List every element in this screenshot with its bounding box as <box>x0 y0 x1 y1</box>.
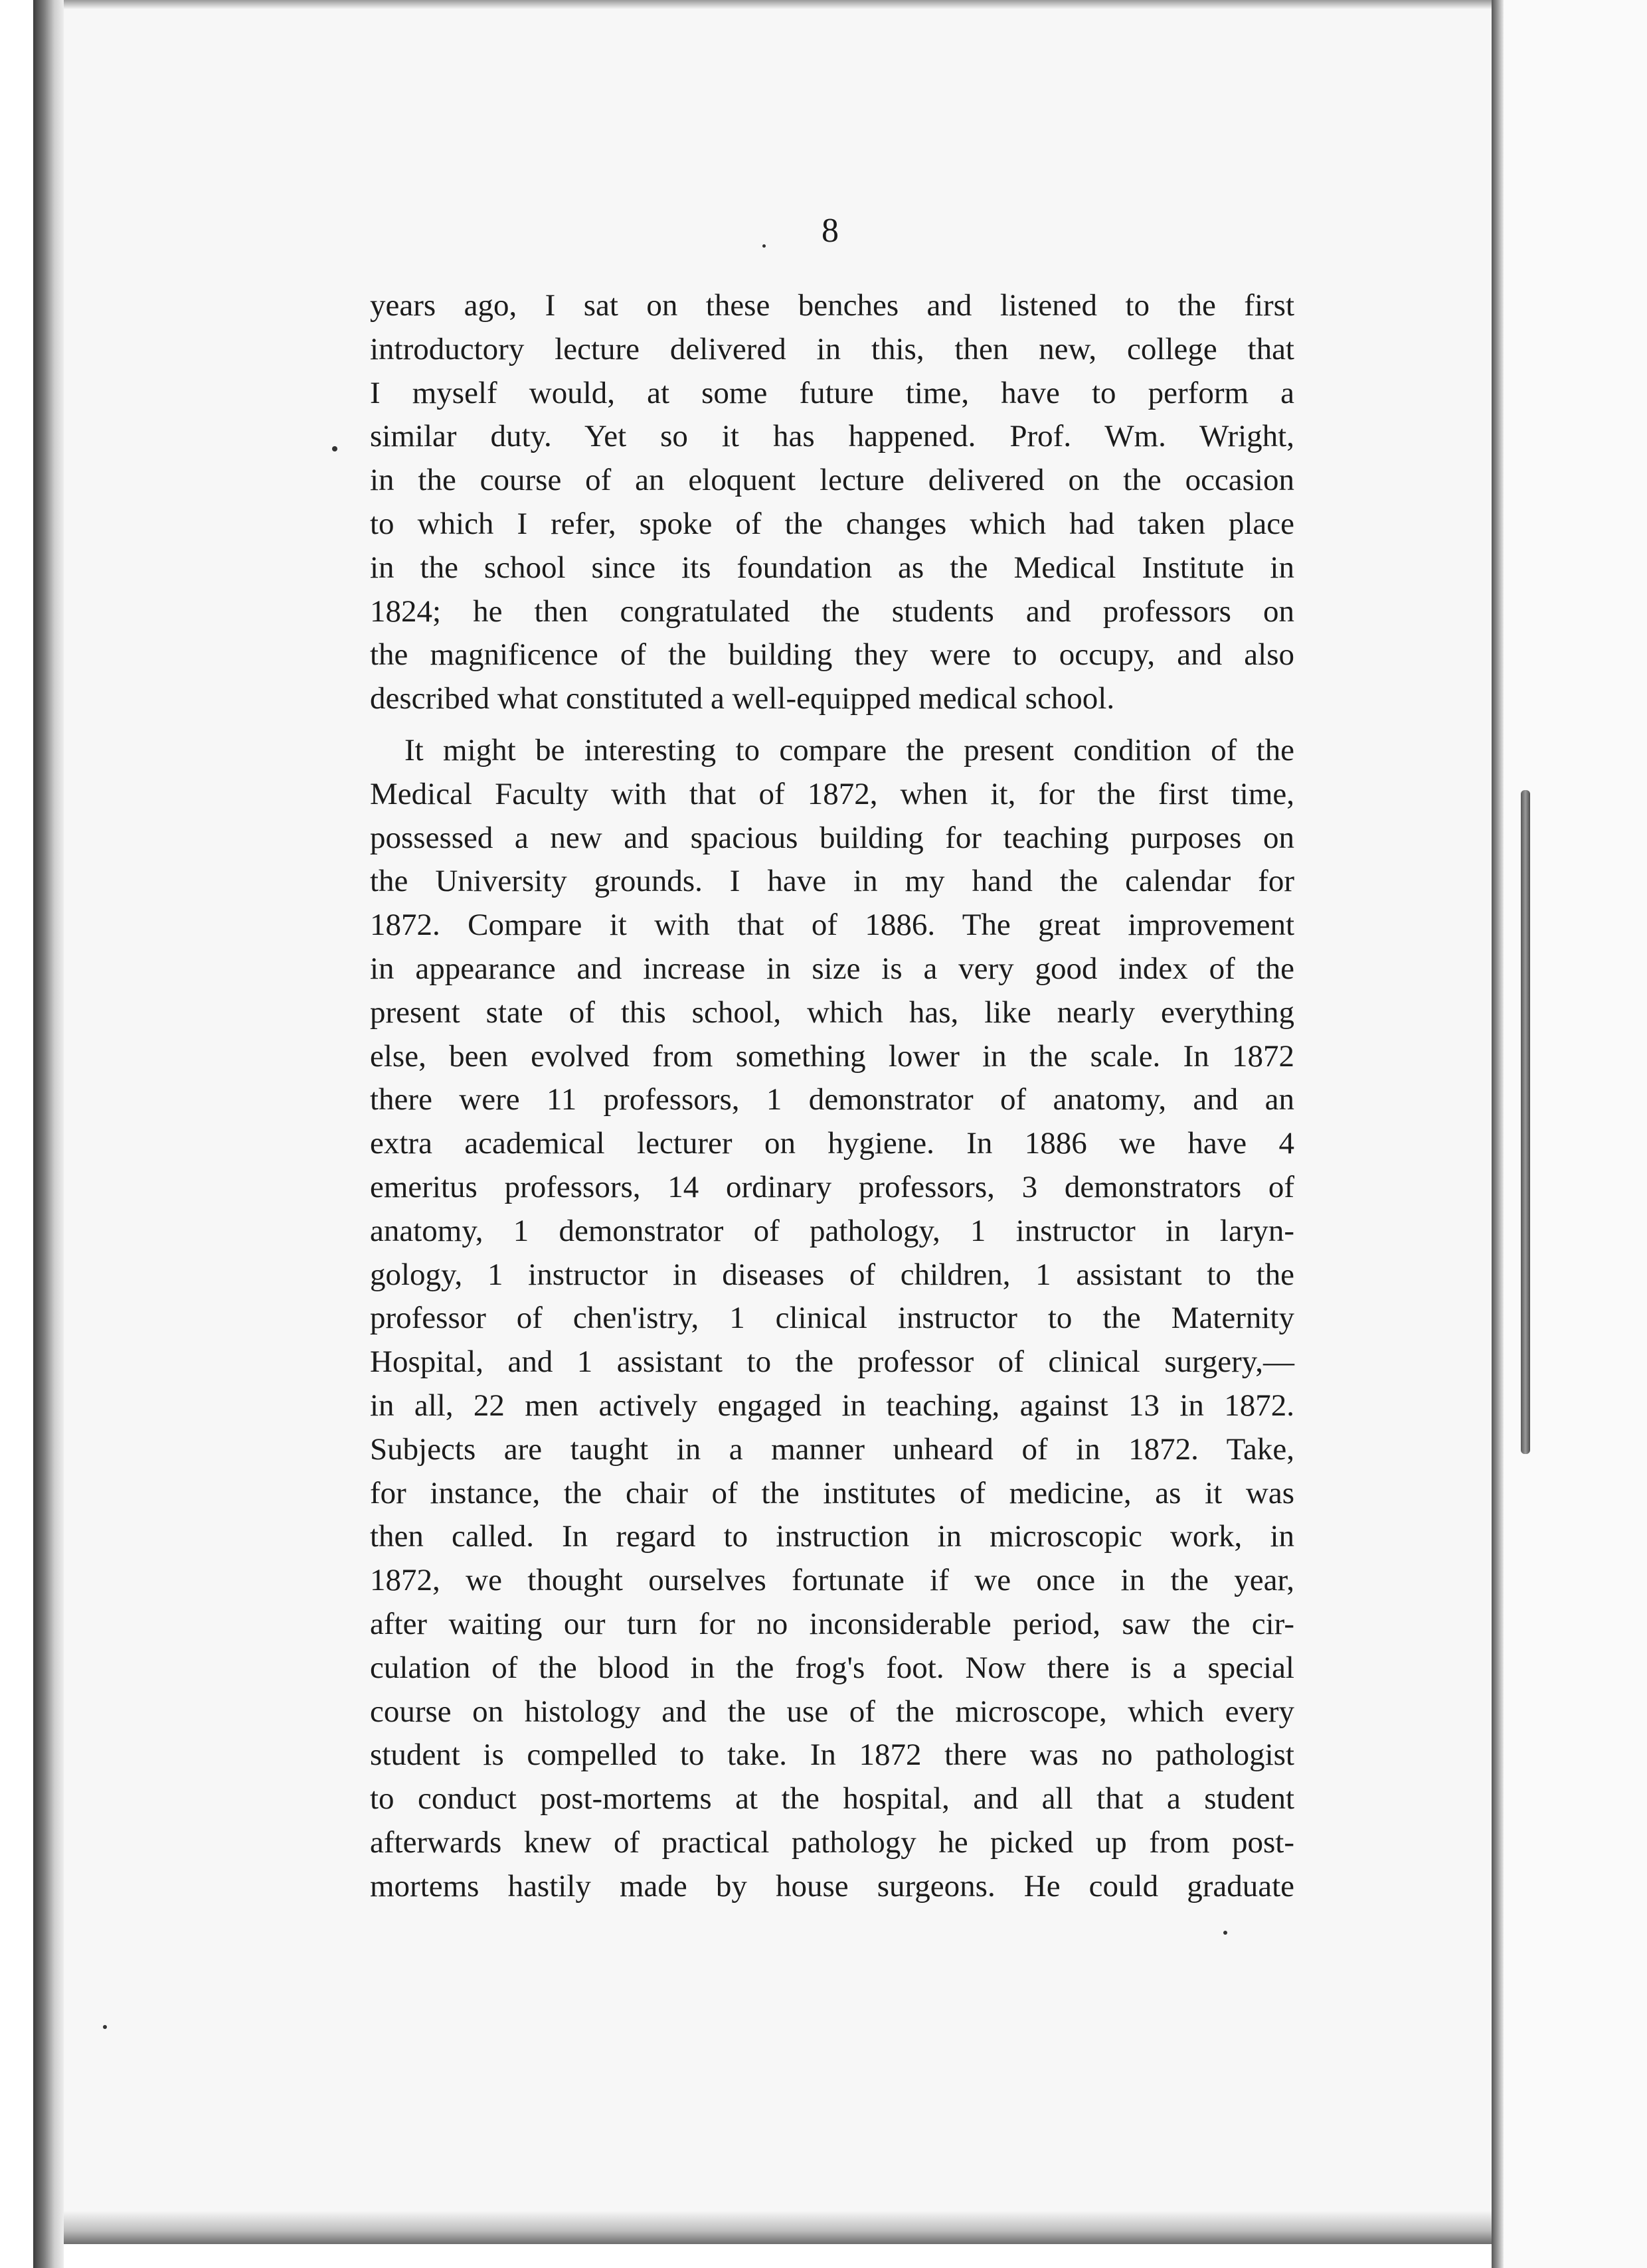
body-text <box>370 284 1294 1908</box>
page-bottom-edge <box>64 2211 1492 2244</box>
text-line: course on histology and the use of the microscope, which every <box>370 1694 1294 1729</box>
text-line: 1872. Compare it with that of 1886. The great improvement <box>370 908 1294 943</box>
text-line: Subjects are taught in a manner unheard of in 1872. Take, <box>370 1431 1294 1467</box>
paragraph-2 <box>370 729 1294 1909</box>
text-line: afterwards knew of practical pathology he picked up from post- <box>370 1824 1294 1860</box>
scan-margin-left <box>0 0 33 2268</box>
text-line: introductory lecture delivered in this, then new, college that <box>370 331 1294 366</box>
text-line: years ago, I sat on these benches and listened to the first <box>370 288 1294 323</box>
text-line: Hospital, and 1 assistant to the professor of clinical surgery,— <box>370 1344 1294 1380</box>
text-line: culation of the blood in the frog's foot. Now there is a special <box>370 1650 1294 1685</box>
text-line: student is compelled to take. In 1872 there was no pathologist <box>370 1738 1294 1773</box>
text-line: 1824; he then congratulated the students and professors on <box>370 594 1294 629</box>
text-line: then called. In regard to instruction in microscopic work, in <box>370 1519 1294 1554</box>
page-top-edge <box>64 0 1492 9</box>
text-line: present state of this school, which has, like nearly everything <box>370 995 1294 1030</box>
text-line: else, been evolved from something lower in the scale. In 1872 <box>370 1038 1294 1074</box>
text-line: gology, 1 instructor in diseases of children, 1 assistant to the <box>370 1257 1294 1292</box>
text-line: anatomy, 1 demonstrator of pathology, 1 instructor in laryn- <box>370 1213 1294 1248</box>
text-line: in all, 22 men actively engaged in teaching, against 13 in 1872. <box>370 1388 1294 1423</box>
page-binding-edge <box>33 0 64 2268</box>
text-line: the magnificence of the building they were to occupy, and also <box>370 637 1294 673</box>
text-line: in the school since its foundation as the Medical Institute in <box>370 550 1294 585</box>
ink-speck <box>762 244 766 248</box>
text-line: in appearance and increase in size is a very good index of the <box>370 951 1294 986</box>
text-line: in the course of an eloquent lecture delivered on the occasion <box>370 463 1294 498</box>
text-line: extra academical lecturer on hygiene. In 1886 we have 4 <box>370 1126 1294 1161</box>
page-tear-mark <box>1521 790 1530 1454</box>
text-line: to conduct post-mortems at the hospital, and all that a student <box>370 1781 1294 1817</box>
text-line: 1872, we thought ourselves fortunate if we once in the year, <box>370 1563 1294 1598</box>
ink-speck <box>103 2025 107 2029</box>
text-line: professor of chen'istry, 1 clinical instructor to the Maternity <box>370 1301 1294 1336</box>
text-line: I myself would, at some future time, have to perform a <box>370 375 1294 410</box>
text-line: the University grounds. I have in my hand the calendar for <box>370 864 1294 899</box>
text-line: mortems hastily made by house surgeons. He could graduate <box>370 1868 1294 1903</box>
paragraph-1 <box>370 284 1294 721</box>
page-number: 8 <box>822 212 839 250</box>
text-line: described what constituted a well-equipped medical school. <box>370 681 1115 716</box>
text-line: to which I refer, spoke of the changes which had taken place <box>370 506 1294 541</box>
text-line: emeritus professors, 14 ordinary professors, 3 demonstrators of <box>370 1169 1294 1204</box>
ink-speck <box>1223 1931 1227 1935</box>
text-line: possessed a new and spacious building for teaching purposes on <box>370 820 1294 855</box>
page-right-edge <box>1492 0 1504 2268</box>
text-line: for instance, the chair of the institutes of medicine, as it was <box>370 1475 1294 1510</box>
text-line: It might be interesting to compare the present condition of the <box>404 732 1294 768</box>
ink-speck <box>332 446 337 451</box>
text-line: similar duty. Yet so it has happened. Prof. Wm. Wright, <box>370 419 1294 454</box>
text-line: after waiting our turn for no inconsiderable period, saw the cir- <box>370 1606 1294 1641</box>
text-line: there were 11 professors, 1 demonstrator of anatomy, and an <box>370 1082 1294 1117</box>
text-line: Medical Faculty with that of 1872, when it, for the first time, <box>370 776 1294 811</box>
